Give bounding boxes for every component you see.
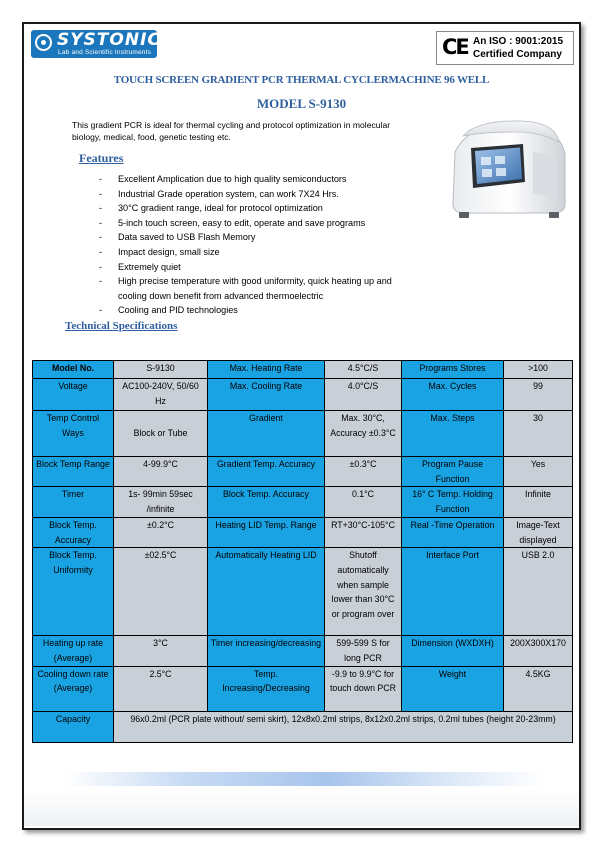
spec-label: Heating LID Temp. Range — [208, 517, 325, 547]
spec-value: 30 — [504, 411, 573, 457]
spec-label: Max. Heating Rate — [208, 361, 325, 379]
spec-label-capacity: Capacity — [33, 711, 114, 742]
spec-label: Max. Cooling Rate — [208, 379, 325, 411]
spec-label: Dimension (WXDXH) — [402, 636, 504, 666]
spec-label: Max. Steps — [402, 411, 504, 457]
spec-label: Max. Cycles — [402, 379, 504, 411]
spec-label: 16° C Temp. Holding Function — [402, 487, 504, 517]
spec-value: Max. 30°C, Accuracy ±0.3°C — [325, 411, 402, 457]
spec-label: Program Pause Function — [402, 457, 504, 487]
spec-value: 2.5°C — [114, 666, 208, 711]
feature-item: - 5-inch touch screen, easy to edit, operate and save programs — [99, 216, 459, 231]
iso-line-2: Certified Company — [473, 49, 562, 60]
spec-value: ±0.2°C — [114, 517, 208, 547]
spec-label: Block Temp Range — [33, 457, 114, 487]
feature-item: - Excellent Amplication due to high quality semiconductors — [99, 172, 459, 187]
spec-value: 1s- 99min 59sec /infinite — [114, 487, 208, 517]
spec-label: Weight — [402, 666, 504, 711]
spec-label: Block Temp. Uniformity — [33, 548, 114, 636]
logo-mark-icon — [35, 34, 52, 51]
spec-value: 4-99.9°C — [114, 457, 208, 487]
spec-value: 99 — [504, 379, 573, 411]
ce-mark-icon: CE — [442, 35, 468, 59]
table-row — [33, 711, 573, 742]
spec-label: Heating up rate (Average) — [33, 636, 114, 666]
spec-label: Block Temp. Accuracy — [33, 517, 114, 547]
spec-value: 0.1°C — [325, 487, 402, 517]
spec-value: Image-Text displayed — [504, 517, 573, 547]
spec-label: Programs Stores — [402, 361, 504, 379]
spec-label: Block Temp. Accuracy — [208, 487, 325, 517]
table-row — [33, 487, 573, 517]
intro-paragraph: This gradient PCR is ideal for thermal cycling and protocol optimization in molecular biology, medical, food, genetic testing etc. — [72, 120, 391, 142]
spec-label: Gradient — [208, 411, 325, 457]
spec-value: >100 — [504, 361, 573, 379]
table-row — [33, 666, 573, 711]
footer-shade — [24, 790, 579, 826]
spec-label: Gradient Temp. Accuracy — [208, 457, 325, 487]
feature-item: - Impact design, small size — [99, 245, 459, 260]
feature-item: - High precise temperature with good uniformity, quick heating up and — [99, 274, 459, 289]
spec-label: Real -Time Operation — [402, 517, 504, 547]
table-row — [33, 636, 573, 666]
spec-value: Block or Tube — [114, 411, 208, 457]
table-row — [33, 379, 573, 411]
spec-label: Voltage — [33, 379, 114, 411]
spec-value: Infinite — [504, 487, 573, 517]
feature-item: - Extremely quiet — [99, 260, 459, 275]
spec-label: Model No. — [33, 361, 114, 379]
table-row — [33, 361, 573, 379]
feature-item: - Cooling and PID technologies — [99, 303, 459, 318]
table-row — [33, 548, 573, 636]
table-row — [33, 517, 573, 547]
company-logo — [31, 30, 161, 58]
logo-tagline: Lab and Scientific Instruments — [58, 49, 152, 56]
spec-label: Temp. Increasing/Decreasing — [208, 666, 325, 711]
technical-specifications-heading: Technical Specifications — [65, 320, 178, 332]
spec-label: Automatically Heating LID — [208, 548, 325, 636]
spec-value: 4.5°C/S — [325, 361, 402, 379]
spec-value: -9.9 to 9.9°C for touch down PCR — [325, 666, 402, 711]
logo-name: SYSTONIC — [57, 30, 161, 50]
spec-value: ±02.5°C — [114, 548, 208, 636]
spec-value: Yes — [504, 457, 573, 487]
spec-label: Cooling down rate (Average) — [33, 666, 114, 711]
iso-line-1: An ISO : 9001:2015 — [473, 36, 564, 47]
spec-value: 599-599 S for long PCR — [325, 636, 402, 666]
features-heading: Features — [79, 151, 124, 165]
spec-value: RT+30°C-105°C — [325, 517, 402, 547]
spec-value: 200X300X170 — [504, 636, 573, 666]
spec-value: 4.0°C/S — [325, 379, 402, 411]
feature-item: - 30°C gradient range, ideal for protocol optimization — [99, 201, 459, 216]
feature-item-continuation: cooling down benefit from advanced thermoelectric — [118, 290, 324, 301]
spec-value: ±0.3°C — [325, 457, 402, 487]
spec-label: Temp Control Ways — [33, 411, 114, 457]
feature-item: - Data saved to USB Flash Memory — [99, 230, 459, 245]
decorative-bar — [64, 772, 544, 786]
table-row — [33, 411, 573, 457]
feature-item: - Industrial Grade operation system, can work 7X24 Hrs. — [99, 187, 459, 202]
spec-label: Timer increasing/decreasing — [208, 636, 325, 666]
spec-value: Shutoff automatically when sample lower than 30°C or program over — [325, 548, 402, 636]
spec-value: S-9130 — [114, 361, 208, 379]
page-frame — [22, 22, 581, 830]
spec-value: 4.5KG — [504, 666, 573, 711]
table-row — [33, 457, 573, 487]
spec-value: USB 2.0 — [504, 548, 573, 636]
spec-table — [32, 360, 573, 743]
model-title: MODEL S-9130 — [256, 96, 347, 111]
iso-certification-badge — [436, 31, 574, 65]
features-list — [99, 172, 459, 318]
spec-value: AC100-240V, 50/60 Hz — [114, 379, 208, 411]
spec-label: Timer — [33, 487, 114, 517]
spec-value-capacity: 96x0.2ml (PCR plate without/ semi skirt), 12x8x0.2ml strips, 8x12x0.2ml strips, 0.2ml tubes (height 20-23mm) — [114, 711, 573, 742]
spec-value: 3°C — [114, 636, 208, 666]
pcr-machine-image — [429, 112, 577, 222]
product-title: TOUCH SCREEN GRADIENT PCR THERMAL CYCLERMACHINE 96 WELL — [113, 74, 490, 86]
spec-label: Interface Port — [402, 548, 504, 636]
